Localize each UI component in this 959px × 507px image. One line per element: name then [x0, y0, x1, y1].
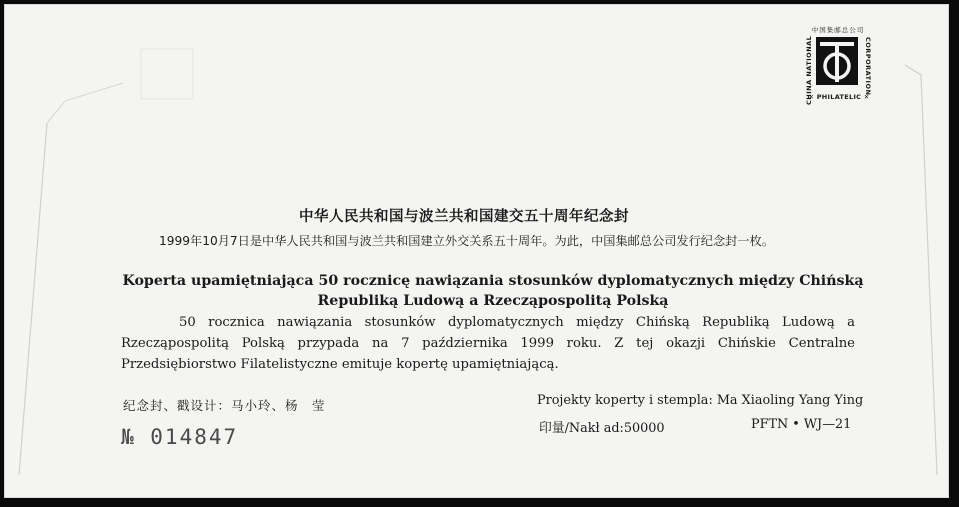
envelope-back: [4, 4, 949, 498]
logo-left-text: CHINA NATIONAL: [805, 35, 813, 105]
stamp-icon: [816, 37, 858, 85]
chinese-description: 1999年10月7日是中华人民共和国与波兰共和国建立外交关系五十周年。为此，中国集邮总公司发行纪念封一枚。: [159, 234, 774, 248]
print-run: 印量/Nakł ad:50000: [539, 421, 665, 436]
chinese-title: 中华人民共和国与波兰共和国建交五十周年纪念封: [299, 209, 629, 225]
designer-credit-polish: Projekty koperty i stempla: Ma Xiaoling Yang Ying: [537, 393, 864, 408]
designer-credit-chinese: 纪念封、戳设计：马小玲、杨 莹: [123, 398, 326, 413]
serial-number: № 014847: [121, 425, 239, 449]
polish-title: Koperta upamiętniająca 50 rocznicę nawiązania stosunków dyplomatycznych między Chińską Republiką Ludową a Rzecząpospolitą Polską: [122, 273, 864, 309]
logo-chinese-text: 中国集邮总公司: [811, 26, 865, 34]
logo-right-text: CORPORATION: [864, 37, 872, 96]
logo-mark: [816, 37, 858, 85]
china-philatelic-logo: [804, 25, 872, 109]
issue-code: PFTN • WJ—21: [751, 417, 852, 432]
logo-bottom-text: ✕ PHILATELIC ✕: [808, 93, 870, 101]
polish-description: 50 rocznica nawiązania stosunków dyplomatycznych między Chińską Republiką Ludową a Rzecząpospolitą Polską przypada na 7 października 1999 roku. Z tej okazji Chińskie Centralne Przedsiębiorstwo Filatelistyczne emituje kopertę upamiętniającą.: [121, 315, 855, 372]
